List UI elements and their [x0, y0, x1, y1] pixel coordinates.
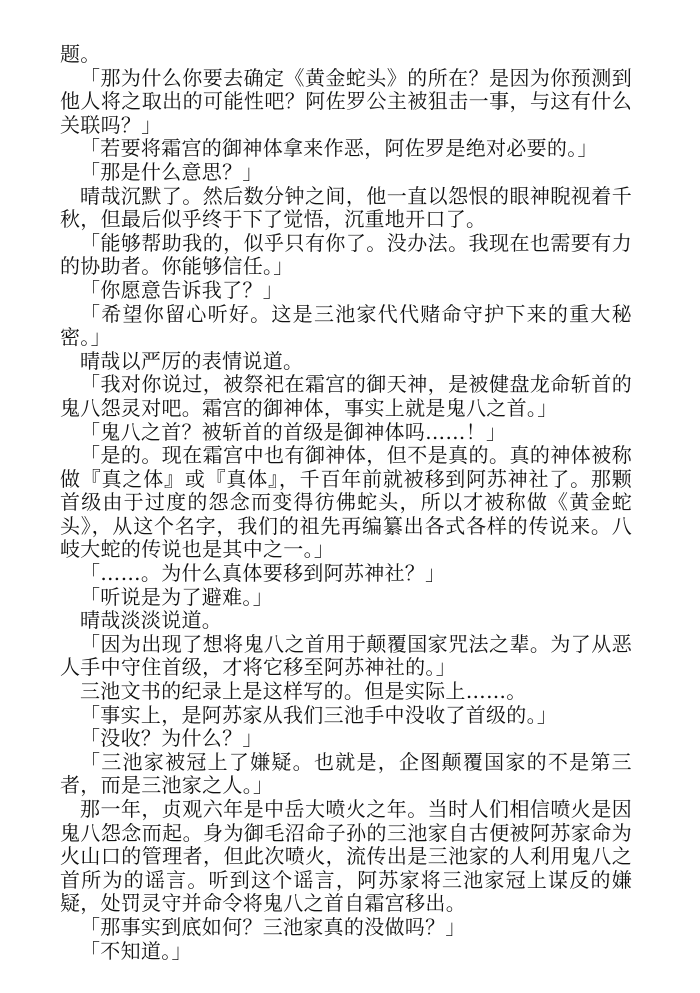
paragraph: 题。 [60, 42, 101, 66]
paragraph: 「那是什么意思？」 [80, 159, 263, 184]
paragraph: 「没收？为什么？」 [80, 726, 263, 751]
paragraph: 「事实上，是阿苏家从我们三池手中没收了首级的。」 [80, 702, 558, 727]
paragraph: 「我对你说过，被祭祀在霜宫的御天神，是被健盘龙命斩首的鬼八怨灵对吧。霜宫的御神体，事实上就是鬼八之首。」 [60, 372, 632, 420]
paragraph: 「……。为什么真体要移到阿苏神社？」 [80, 561, 446, 586]
paragraph: 晴哉沉默了。然后数分钟之间，他一直以怨恨的眼神睨视着千秋，但最后似乎终于下了觉悟，沉重地开口了。 [60, 183, 632, 232]
paragraph: 「那为什么你要去确定《黄金蛇头》的所在？是因为你预测到他人将之取出的可能性吧？阿佐罗公主被狙击一事，与这有什么关联吗？」 [60, 65, 632, 137]
paragraph: 「希望你留心听好。这是三池家代代赌命守护下来的重大秘密。」 [60, 301, 632, 350]
paragraph: 「三池家被冠上了嫌疑。也就是，企图颠覆国家的不是第三者，而是三池家之人。」 [60, 749, 632, 798]
paragraph: 「是的。现在霜宫中也有御神体，但不是真的。真的神体被称做『真之体』或『真体』，千百年前就被移到阿苏神社了。那颗首级由于过度的怨念而变得彷佛蛇头，所以才被称做《黄金蛇头》，从这个名字，我们的祖先再编纂出各式各样的传说来。八岐大蛇的传说也是其中之一。」 [60, 443, 632, 562]
paragraph: 「你愿意告诉我了？」 [80, 277, 283, 302]
paragraph: 「那事实到底如何？三池家真的没做吗？」 [80, 914, 466, 939]
paragraph: 「鬼八之首？被斩首的首级是御神体吗……！」 [80, 419, 507, 444]
paragraph: 「能够帮助我的，似乎只有你了。没办法。我现在也需要有力的协助者。你能够信任。」 [60, 230, 632, 279]
paragraph: 「若要将霜宫的御神体拿来作恶，阿佐罗是绝对必要的。」 [80, 136, 598, 161]
paragraph: 「因为出现了想将鬼八之首用于颠覆国家咒法之辈。为了从恶人手中守住首级，才将它移至阿苏神社的。」 [60, 631, 632, 680]
paragraph: 那一年，贞观六年是中岳大喷火之年。当时人们相信喷火是因鬼八怨念而起。身为御毛沼命子孙的三池家自古便被阿苏家命为火山口的管理者，但此次喷火，流传出是三池家的人利用鬼八之首所为的谣言。听到这个谣言，阿苏家将三池家冠上谋反的嫌疑，处罚灵守并命令将鬼八之首自霜宫移出。 [60, 797, 632, 916]
paragraph: 「听说是为了避难。」 [80, 584, 273, 609]
paragraph: 三池文书的纪录上是这样写的。但是实际上……。 [80, 679, 527, 704]
paragraph: 晴哉淡淡说道。 [80, 608, 223, 633]
paragraph: 晴哉以严厉的表情说道。 [80, 348, 304, 373]
text-body [60, 43, 632, 963]
paragraph: 「不知道。」 [80, 938, 192, 963]
